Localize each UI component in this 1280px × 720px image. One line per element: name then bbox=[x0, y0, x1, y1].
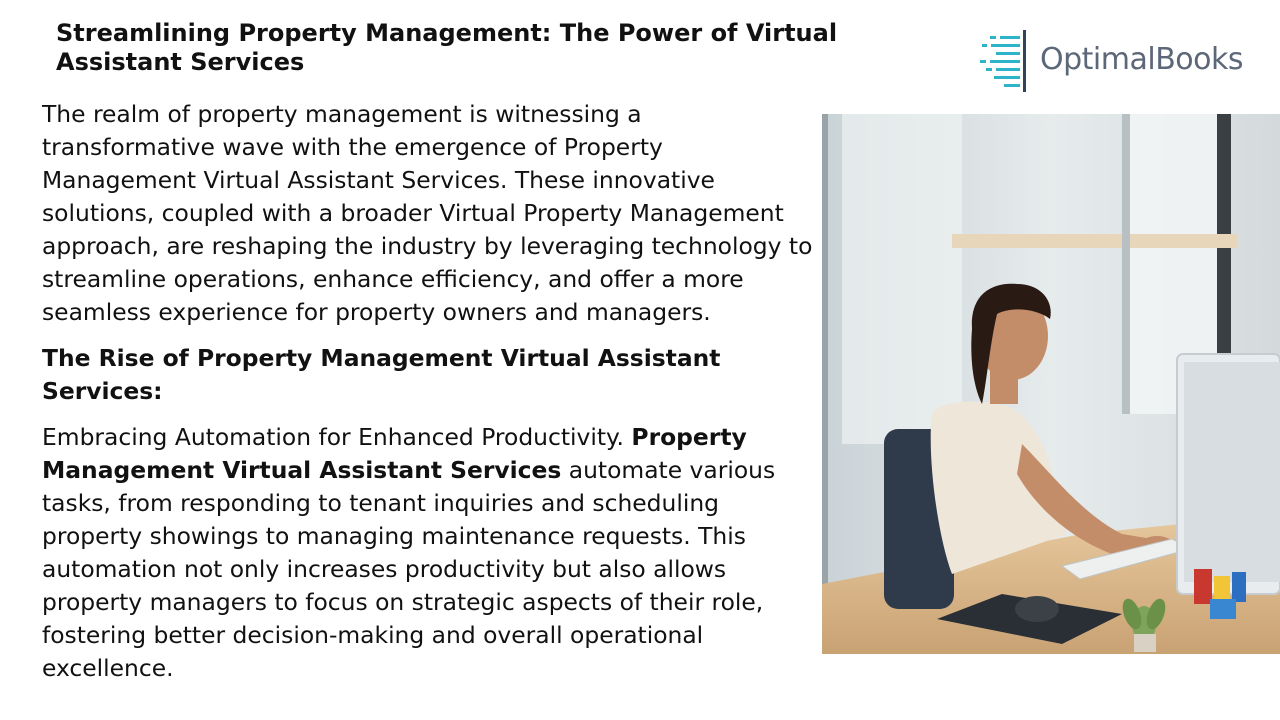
logo-mark-icon bbox=[978, 28, 1038, 96]
optimalbooks-logo bbox=[978, 28, 1248, 96]
body-content bbox=[42, 98, 817, 685]
office-photo bbox=[822, 114, 1280, 654]
paragraph-rest: automate various tasks, from responding to tenant inquiries and scheduling property showings to managing maintenance requests. This automation not only increases productivity but also allows property managers to focus on strategic aspects of their role, fostering better decision-making and overall operational excellence. bbox=[42, 456, 776, 682]
logo-text: OptimalBooks bbox=[1040, 42, 1243, 77]
paragraph-lead: Embracing Automation for Enhanced Productivity. bbox=[42, 423, 632, 451]
woman-at-computer-illustration bbox=[822, 114, 1280, 654]
section-subheading: The Rise of Property Management Virtual Assistant Services: bbox=[42, 344, 721, 405]
intro-paragraph: The realm of property management is witnessing a transformative wave with the emergence of Property Management Virtual Assistant Services. These innovative solutions, coupled with a broader Virtual Property Management approach, are reshaping the industry by leveraging technology to streamline operations, enhance efficiency, and offer a more seamless experience for property owners and managers. bbox=[42, 100, 813, 326]
page-title: Streamlining Property Management: The Power of Virtual Assistant Services bbox=[56, 19, 838, 76]
automation-paragraph bbox=[42, 421, 817, 685]
paragraph-bold-term: Property Management Virtual Assistant Services bbox=[42, 423, 747, 484]
